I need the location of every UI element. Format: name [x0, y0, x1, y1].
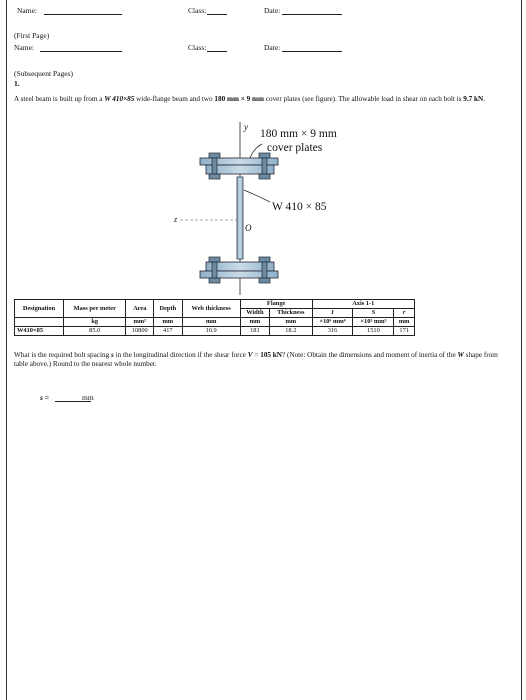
col-depth: Depth [154, 300, 183, 318]
name-label-2: Name: [14, 43, 34, 52]
col-width: Width [240, 309, 269, 318]
question-text: What is the required bolt spacing s in the longitudinal direction if the shear force V = 105 kN? (Note: Obtain the dimensions and moment of inertia of the W shape from table above.) Round to the nearest whole number. [14, 351, 498, 368]
col-r: r [394, 309, 415, 318]
answer-label: s = [40, 393, 50, 402]
origin-label: O [245, 223, 252, 233]
col-designation: Designation [15, 300, 64, 318]
col-S: S [353, 309, 394, 318]
date-label-2: Date: [264, 43, 281, 52]
section-properties-table: Designation Mass per meter Area Depth Web thickness Flange Axis 1-1 Width Thickness I S r kg mm² mm mm mm mm ×10⁶ mm⁴ ×10³ mm³ mm W410×85 85.0 10800 417 10.9 181 18.2 316 1510 171 [14, 299, 415, 336]
col-I: I [312, 309, 353, 318]
col-mass: Mass per meter [64, 300, 126, 318]
col-area: Area [126, 300, 154, 318]
cover-plate-label: cover plates [267, 142, 323, 154]
beam-figure [0, 0, 526, 300]
problem-number: 1. [14, 79, 20, 88]
col-web: Web thickness [182, 300, 240, 318]
col-thickness: Thickness [270, 309, 313, 318]
subsequent-pages-label: (Subsequent Pages) [14, 69, 73, 78]
beam-web [237, 177, 243, 259]
cover-plate-dimension-label: 180 mm × 9 mm [260, 128, 337, 140]
answer-unit: mm [82, 393, 94, 402]
col-axis: Axis 1-1 [312, 300, 414, 309]
first-page-label: (First Page) [14, 31, 50, 40]
beam-leader [244, 190, 270, 202]
name-label: Name: [17, 6, 37, 15]
date-label: Date: [264, 6, 281, 15]
y-axis-label: y [244, 122, 248, 132]
problem-statement: A steel beam is built up from a W 410×85 wide-flange beam and two 180 mm × 9 mm cover plates (see figure). The allowable load in shear on each bolt is 9.7 kN. [14, 95, 486, 103]
beam-designation-label: W 410 × 85 [272, 201, 327, 213]
class-label: Class: [188, 6, 207, 15]
table-row: W410×85 85.0 10800 417 10.9 181 18.2 316 1510 171 [15, 327, 415, 336]
col-flange: Flange [240, 300, 312, 309]
class-label-2: Class: [188, 43, 207, 52]
z-axis-label: z [174, 215, 178, 224]
